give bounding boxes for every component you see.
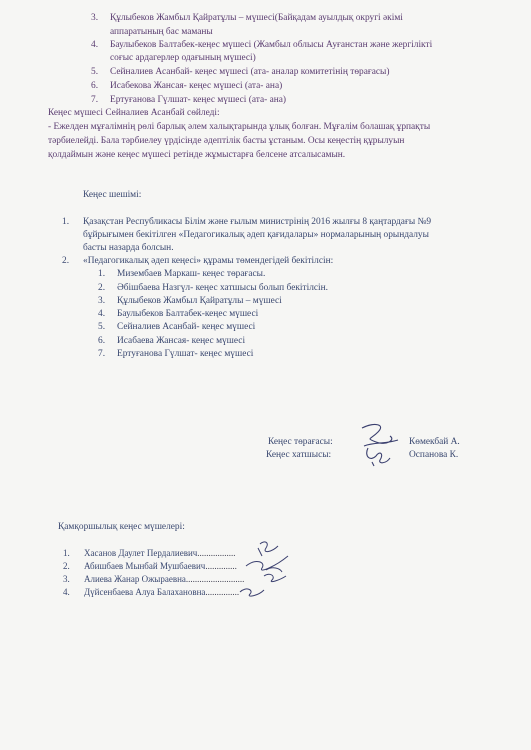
trustee-number: 2. [63, 561, 70, 571]
list-item-text: Құлыбеков Жамбыл Қайратұлы – мүшесі(Байқадам ауылдық округі әкімі [110, 13, 403, 23]
decision-number: 2. [62, 256, 70, 266]
chair-name: Көмекбай А. [409, 437, 460, 447]
decision-text: басты назарда болсын. [83, 243, 174, 253]
member-number: 5. [98, 322, 106, 332]
decision-text: Қазақстан Республикасы Білім және ғылым министрінің 2016 жылғы 8 қаңтардағы №9 [83, 217, 432, 227]
list-number: 4. [91, 40, 99, 50]
member-number: 1. [98, 269, 106, 279]
decision-heading: Кеңес шешімі: [83, 190, 142, 200]
list-item-text: аппаратының бас маманы [110, 27, 213, 37]
list-item-text: Сейналиев Асанбай- кеңес мүшесі (ата- аналар комитетінің төрағасы) [110, 67, 390, 77]
member-number: 3. [98, 296, 106, 306]
trustee-name: Алиева Жанар Ожыраевна.......................... [84, 574, 245, 584]
trustee-number: 4. [63, 587, 70, 597]
member-number: 6. [98, 336, 106, 346]
member-text: Баулыбеков Балтабек-кеңес мүшесі [117, 309, 259, 319]
decision-number: 1. [62, 217, 70, 227]
speech-line: тәрбиелейді. Бала тәрбиелеу үрдісінде әдептілік басты ұстаным. Осы кеңестің құрылуын [48, 136, 405, 146]
member-text: Әбішбаева Назгүл- кеңес хатшысы болып бекітілсін. [117, 283, 329, 293]
decision-text: бұйрығымен бекітілген «Педагогикалық әдеп қағидалары» нормаларының орындалуы [83, 230, 429, 240]
trustee-name: Хасанов Даулет Пердалиевич................. [84, 548, 236, 558]
speech-line: қолдаймын және кеңес мүшесі ретінде жұмыстарға белсене атсалысамын. [48, 150, 346, 160]
chair-label: Кеңес төрағасы: [268, 437, 333, 447]
list-number: 5. [91, 67, 99, 77]
list-item-text: соғыс ардагерлер одағының мүшесі) [110, 53, 256, 63]
list-item-text: Баулыбеков Балтабек-кеңес мүшесі (Жамбыл облысы Ауғанстан және жергілікті [110, 40, 433, 50]
member-text: Сейналиев Асанбай- кеңес мүшесі [117, 322, 256, 332]
member-number: 7. [98, 349, 106, 359]
secretary-name: Оспанова К. [409, 450, 459, 460]
speaker-heading: Кеңес мүшесі Сейналиев Асанбай сөйледі: [48, 108, 220, 118]
member-text: Ертуғанова Гүлшат- кеңес мүшесі [117, 349, 254, 359]
trustees-heading: Қамқоршылық кеңес мүшелері: [58, 522, 185, 532]
trustee-signatures [236, 536, 316, 606]
decision-text: «Педагогикалық әдеп кеңесі» құрамы төмендегідей бекітілсін: [83, 256, 334, 266]
secretary-label: Кеңес хатшысы: [266, 450, 332, 460]
list-item-text: Ертуғанова Гүлшат- кеңес мүшесі (ата- ана) [110, 95, 287, 105]
speech-line: - Ежелден мұғалімнің рөлі барлық әлем халықтарында ұлық болған. Мұғалім болашақ ұрпақты [48, 122, 431, 132]
member-text: Құлыбеков Жамбыл Қайратұлы – мүшесі [117, 296, 282, 306]
trustee-number: 1. [63, 548, 70, 558]
trustee-number: 3. [63, 574, 70, 584]
member-text: Исабаева Жансая- кеңес мүшесі [117, 336, 246, 346]
member-number: 4. [98, 309, 106, 319]
list-item-text: Исабекова Жансая- кеңес мүшесі (ата- ана) [110, 81, 283, 91]
list-number: 7. [91, 95, 99, 105]
member-number: 2. [98, 283, 106, 293]
member-text: Мизембаев Маркаш- кеңес төрағасы. [117, 269, 266, 279]
trustee-name: Абишбаев Мынбай Мушбаевич.............. [84, 561, 237, 571]
list-number: 3. [91, 13, 99, 23]
trustee-name: Дүйсенбаева Алуа Балахановна............... [84, 587, 240, 597]
list-number: 6. [91, 81, 99, 91]
secretary-signature [360, 444, 400, 468]
